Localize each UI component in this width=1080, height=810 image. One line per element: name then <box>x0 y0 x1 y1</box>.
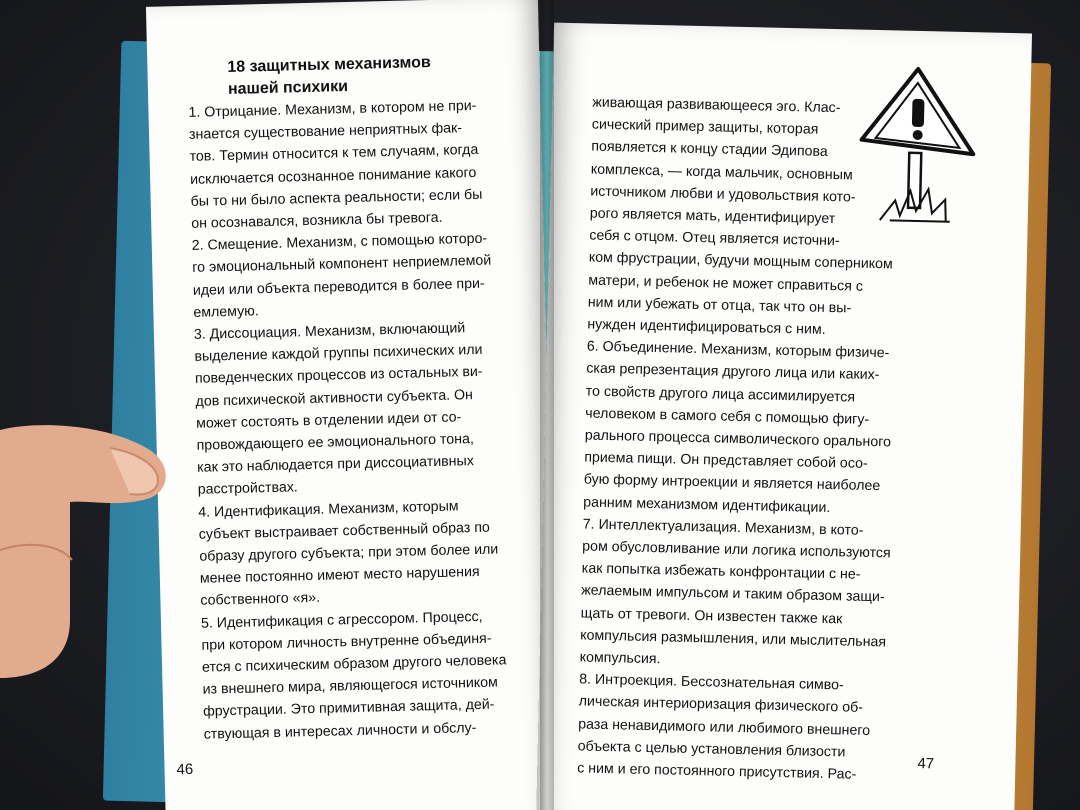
text-line: желаемым импульсом и таким образом защи- <box>581 582 885 606</box>
text-line: идеи или объекта переводится в более при- <box>192 275 485 299</box>
text-line: бую форму интроекции и является наиболее <box>583 471 881 495</box>
warning-sign-icon <box>850 59 994 232</box>
text-line: матери, и ребенок не может справиться с <box>588 272 864 295</box>
text-line: человеком в самого себя с помощью фигу- <box>585 405 870 428</box>
text-line: щать от тревоги. Он известен также как <box>580 605 843 628</box>
left-page-text <box>187 50 534 746</box>
text-line: компульсия размышления, или мыслительная <box>580 627 887 651</box>
text-line: бы то ни было аспекта реальности; если бы <box>190 186 483 210</box>
text-line: менее постоянно имеют место нарушения <box>199 564 480 588</box>
hand-thumb <box>0 420 170 680</box>
text-line: из внешнего мира, являющегося источником <box>202 674 498 699</box>
text-line: ская репрезентация другого лица или каких- <box>586 360 880 384</box>
page-number-right: 47 <box>917 755 935 773</box>
text-line: выделение каждой группы психических или <box>194 342 483 366</box>
text-line: ствующая в интересах личности и обслу- <box>203 719 477 743</box>
right-page <box>536 23 1032 810</box>
title-line: нашей психики <box>227 78 349 98</box>
text-line: 4. Идентификация. Механизм, которым <box>198 498 459 521</box>
text-line: появляется к концу стадии Эдипова <box>591 138 828 161</box>
text-line: собственного «я». <box>200 590 321 610</box>
text-line: ется с психическим образом другого человека <box>201 652 507 676</box>
text-line: емлемую. <box>193 303 259 321</box>
left-page <box>146 0 558 810</box>
text-line: как это наблюдается при диссоциативных <box>197 453 475 477</box>
text-line: расстройствах. <box>197 479 298 499</box>
text-line: ранним механизмом идентификации. <box>583 494 831 516</box>
text-line: сический пример защиты, которая <box>591 116 819 138</box>
text-line: может состоять в отделении идеи от со- <box>195 409 462 432</box>
text-line: ком фрустрации, будучи мощным соперником <box>588 249 893 273</box>
text-line: фрустрации. Это примитивная защита, дей- <box>202 697 495 721</box>
text-line: то свойств другого лица ассимилируется <box>585 383 856 406</box>
text-line: тов. Термин относится к тем случаям, когда <box>189 142 479 166</box>
text-line: 3. Диссоциация. Механизм, включающий <box>193 320 466 343</box>
text-line: компульсия. <box>579 649 661 668</box>
text-line: провождающего ее эмоционального тона, <box>196 431 475 454</box>
text-line: го эмоциональный компонент неприемлемой <box>192 252 492 277</box>
text-line: ром обусловливание или логика используются <box>582 538 891 562</box>
left-page-lines <box>188 94 534 746</box>
text-line: 2. Смещение. Механизм, с помощью которо- <box>191 230 488 255</box>
title-line: 18 защитных механизмов <box>227 53 431 76</box>
text-line: рального процесса символического орального <box>584 427 892 451</box>
text-line: 7. Интеллектуализация. Механизм, в кото- <box>582 516 864 539</box>
text-line: он осознавался, возникла бы тревога. <box>191 209 443 232</box>
text-line: субъект выстраивает собственный образ по <box>198 519 491 543</box>
text-line: комплекса, — когда мальчик, основным <box>590 161 853 184</box>
text-line: 6. Объединение. Механизм, которым физиче- <box>586 338 890 362</box>
text-line: ним или убежать от отца, так что он вы- <box>587 294 852 317</box>
page-number-left: 46 <box>176 760 194 779</box>
text-line: объекта с целью установления близости <box>577 738 846 761</box>
text-line: живающая развивающееся эго. Клас- <box>592 94 841 117</box>
text-line: 1. Отрицание. Механизм, в котором не при- <box>188 97 477 121</box>
text-line: рого является мать, идентифицирует <box>589 205 836 228</box>
text-line: образу другого субъекта; при этом более или <box>199 541 499 565</box>
text-line: 8. Интроекция. Бессознательная симво- <box>579 671 844 694</box>
text-line: приема пищи. Он представляет собой осо- <box>584 449 868 473</box>
text-line: 5. Идентификация с агрессором. Процесс, <box>200 608 483 632</box>
text-line: раза ненавидимого или любимого внешнего <box>578 716 871 739</box>
text-line: как попытка избежать конфронтации с не- <box>581 560 861 584</box>
text-line: себя с отцом. Отец является источни- <box>589 227 840 250</box>
book-gutter <box>540 0 554 810</box>
text-line: при котором личность внутренне объединя- <box>201 630 492 654</box>
text-line: дов психической активности субъекта. Он <box>195 386 474 410</box>
text-line: исключается осознанное понимание какого <box>189 164 477 188</box>
text-line: нужден идентифицироваться с ним. <box>587 316 826 338</box>
text-line: источником любви и удовольствия кото- <box>590 183 856 206</box>
text-line: знается существование неприятных фак- <box>188 120 463 144</box>
text-line: лическая интериоризация физического об- <box>578 693 864 717</box>
text-line: с ним и его постоянного присутствия. Рас- <box>577 760 857 783</box>
text-line: поведенческих процессов из остальных ви- <box>194 364 483 388</box>
